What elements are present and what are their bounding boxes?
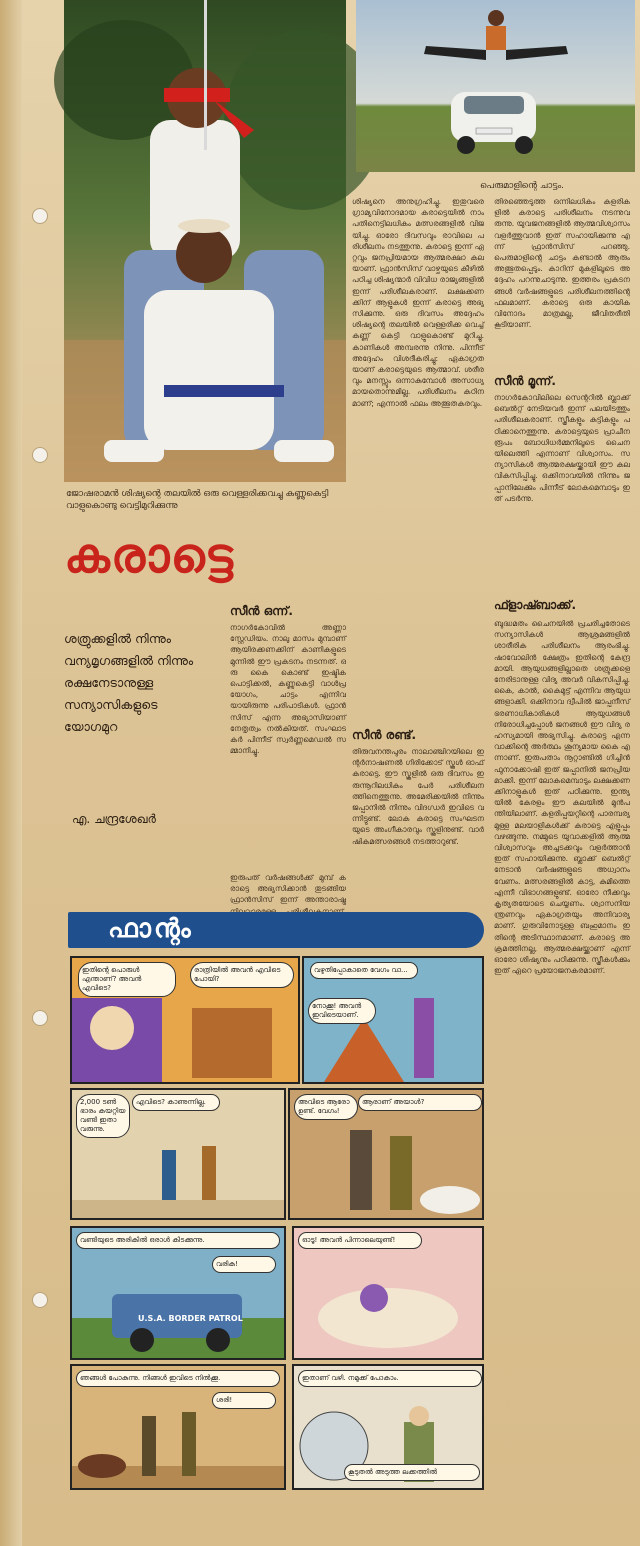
section-heading: സീൻ മൂന്ന്.: [494, 374, 556, 388]
jeep-label: U.S.A. BORDER PATROL: [138, 1314, 243, 1323]
punch-hole: [32, 208, 48, 224]
speech-bubble: എവിടെ? കാണുന്നില്ല.: [132, 1094, 220, 1111]
photo1-caption: ജോഷരാമൻ ശിഷ്യന്റെ തലയിൽ ഒരു വെള്ളരിക്കവച്ചു കണ്ണുകെട്ടി വാളുകൊണ്ടു വെട്ടിമുറിക്കുന്നു: [66, 489, 329, 511]
karate-sword-photo: [64, 0, 346, 482]
speech-bubble: 2,000 ടൺ ഭാരം കയറ്റിയ വണ്ടി ഇതാ വരുന്നു.: [76, 1094, 130, 1138]
section-heading: സീൻ രണ്ട്.: [352, 728, 417, 742]
speech-bubble: ഞങ്ങൾ പോകുന്നു. നിങ്ങൾ ഇവിടെ നിൽക്കൂ.: [76, 1370, 280, 1387]
photo2-caption: പെരുമാളിന്റെ ചാട്ടം.: [480, 181, 565, 191]
article-subtitle: [64, 628, 214, 738]
comic-panel: [292, 1364, 484, 1490]
comic-panel: [302, 956, 484, 1084]
article-title: കരാട്ടെ: [64, 528, 234, 584]
speech-bubble: ഓടൂ! അവൻ പിന്നാലെയുണ്ട്!: [298, 1232, 422, 1249]
comic-caption: കൂടുതൽ അടുത്ത ലക്കത്തിൽ: [344, 1464, 480, 1481]
paper-edge: [0, 0, 22, 1546]
section-heading: സീൻ ഒന്ന്.: [230, 604, 293, 618]
speech-bubble: ശരി!: [212, 1392, 276, 1409]
punch-hole: [32, 1010, 48, 1026]
comic-title: ഫാന്റം: [108, 914, 194, 944]
karate-jump-photo: [356, 0, 635, 172]
comic-panel: [288, 1088, 484, 1220]
article-column: തിരുവനന്തപുരം നാലാഞ്ചിറയിലെ ഇന്റർനാഷണൽ ഗിരിക്കോട് സ്കൂൾ ഓഫ് കരാട്ടെ. ഈ സ്കൂളിൽ ഒരു ദിവസം ഇരുന്നൂറിലധികം പേർ പരിശീലനത്തിനെത്തുന്നു. അമേരിക്കയിൽ നിന്നും ജപ്പാനിൽ നിന്നും വിദഗ്ധർ ഇവിടെ വന്നിട്ടുണ്ട്. ലോക കരാട്ടെ സംഘടനയുടെ അംഗീകാരവും സ്കൂളിനുണ്ട്. വാർഷികമത്സരങ്ങൾ നടത്താറുണ്ട്.: [352, 747, 484, 846]
comic-panel: [70, 1226, 286, 1360]
article-author: എ. ചന്ദ്രശേഖർ: [72, 812, 156, 826]
speech-bubble: അവിടെ ആരോ ഉണ്ട്. വേഗം!: [294, 1094, 358, 1120]
subtitle-line: യോഗമുറ: [64, 719, 118, 734]
subtitle-line: സന്യാസികളുടെ: [64, 697, 158, 712]
subtitle-line: രക്ഷനേടാനുള്ള: [64, 675, 154, 690]
comic-panel: [70, 956, 300, 1084]
comic-panel: [292, 1226, 484, 1360]
speech-bubble: ഇതിന്റെ പൊരുൾ എന്താണ്? അവൻ എവിടെ?: [78, 962, 176, 997]
article-column: നാഗർകോവിൽ അണ്ണാ സ്റ്റേഡിയം. നാലു മാസം മുമ്പാണ് ആയിരക്കണക്കിന് കാണികളുടെ മുന്നിൽ ഈ പ്രകടനം നടന്നത്. ഒരു കൈ കൊണ്ട് ഇഷ്ടിക പൊട്ടിക്കൽ, കണ്ണുകെട്ടി വാൾപ്രയോഗം, ചാട്ടം എന്നിവയായിരുന്നു പരിപാടികൾ. ഫ്രാൻസിസ് എന്ന അഭ്യാസിയാണ് നേതൃത്വം നൽകിയത്. സംഘാടകർ പിന്നീട് സ്വർണ്ണമെഡൽ സമ്മാനിച്ചു.: [230, 623, 346, 756]
article-column: ശിഷ്യനെ അനുഗ്രഹിച്ചു. ഇതുവരെ ഗ്രാമ്യവിനോദമായ കരാട്ടെയിൽ നാം പതിനെട്ടിലധികം മത്സരങ്ങളിൽ വിജയിച്ചു. ഓരോ ദിവസവും രാവിലെ പരിശീലനം നടത്തുന്നു. കരാട്ടെ ഇന്ന് ഏറ്റവും ജനപ്രിയമായ ആത്മരക്ഷാ കലയാണ്. ഫ്രാൻസിസ് വാഴ്ചയുടെ കീഴിൽ പഠിച്ച ശിഷ്യന്മാർ വിവിധ രാജ്യങ്ങളിൽ ഇന്ന് പരിശീലകരാണ്. ലക്ഷക്കണക്കിന് ആളുകൾ ഇന്ന് കരാട്ടെ അഭ്യസിക്കുന്നു. ഒരു ദിവസം അദ്ദേഹം ശിഷ്യന്റെ തലയിൽ വെള്ളരിക്ക വെച്ച് കണ്ണ് കെട്ടി വാളുകൊണ്ട് മുറിച്ചു. കാണികൾ അമ്പരന്നു നിന്നു. പിന്നീട് അദ്ദേഹം വിശദീകരിച്ചു: ഏകാഗ്രതയാണ് കരാട്ടെയുടെ ആത്മാവ്. ശരീരവും മനസ്സും ഒന്നാകുമ്പോൾ അസാധ്യമായതൊന്നുമില്ല. പരിശീലനം കഠിനമാണ്; എന്നാൽ ഫലം അത്ഭുതകരവും.: [352, 197, 484, 408]
punch-hole: [32, 447, 48, 463]
section-heading: ഫ്ളാഷ്ബാക്ക്.: [494, 598, 577, 612]
speech-bubble: രാത്രിയിൽ അവൻ എവിടെ പോയി?: [190, 962, 294, 988]
article-column: നാഗർകോവിലിലെ സെന്ററിൽ ബ്ലാക്ക് ബെൽറ്റ് നേടിയവർ ഇന്ന് പലയിടത്തും പരിശീലകരാണ്. സ്ത്രീകളും കുട്ടികളും പഠിക്കാനെത്തുന്നു. കരാട്ടെയുടെ പ്രാചീനരൂപം ബോധിധർമ്മനിലൂടെ ചൈനയിലെത്തി എന്നാണ് വിശ്വാസം. സന്യാസികൾ ആത്മരക്ഷയ്ക്കായി ഈ കല വികസിപ്പിച്ചു. ഒക്കിനാവയിൽ നിന്നും ജപ്പാനിലേക്കും പിന്നീട് ലോകമെമ്പാടും ഇത് പടർന്നു.: [494, 393, 630, 503]
punch-hole: [32, 1292, 48, 1308]
article-column: തിരഞ്ഞെടുത്ത ഒന്നിലധികം കളരികളിൽ കരാട്ടെ പരിശീലനം നടന്നുവരുന്നു. യുവജനങ്ങളിൽ ആത്മവിശ്വാസം വളർത്തുവാൻ ഇത് സഹായിക്കുന്നു എന്ന് ഫ്രാൻസിസ് പറഞ്ഞു. പെരുമാളിന്റെ ചാട്ടം കണ്ടാൽ ആരും അത്ഭുതപ്പെടും. കാറിന് മുകളിലൂടെ അദ്ദേഹം പറന്നുചാടുന്നു. ഇത്തരം പ്രകടനങ്ങൾ വർഷങ്ങളുടെ പരിശീലനത്തിന്റെ ഫലമാണ്. കരാട്ടെ ഒരു കായിക വിനോദം മാത്രമല്ല, ജീവിതരീതി കൂടിയാണ്.: [494, 197, 630, 330]
speech-bubble: വണ്ടിയുടെ അരികിൽ ഒരാൾ കിടക്കുന്നു.: [76, 1232, 280, 1249]
article-column: ഇരുപത് വർഷങ്ങൾക്ക് മുമ്പ് കരാട്ടെ അഭ്യസിക്കാൻ തുടങ്ങിയ ഫ്രാൻസിസ് ഇന്ന് അന്താരാഷ്ട്ര: [230, 873, 346, 905]
comic-panel: [70, 1088, 286, 1220]
subtitle-line: ശത്രുക്കളിൽ നിന്നും: [64, 631, 172, 646]
speech-bubble: ആരാണ് അയാൾ?: [358, 1094, 482, 1111]
speech-bubble: വഴുതിപ്പോകാതെ വേഗം വാ...: [310, 962, 418, 979]
speech-bubble: ഇതാണ് വഴി. നമുക്ക് പോകാം.: [298, 1370, 482, 1387]
speech-bubble: വരിക!: [212, 1256, 276, 1273]
comic-title-banner: [68, 912, 484, 948]
comic-panel: [70, 1364, 286, 1490]
article-column: ബുദ്ധമതം ചൈനയിൽ പ്രചരിച്ചതോടെ സന്യാസികൾ ആശ്രമങ്ങളിൽ ശാരീരിക പരിശീലനം ആരംഭിച്ചു. ഷാവോലിൻ ക്ഷേത്രം ഇതിന്റെ കേന്ദ്രമായി. ആയുധങ്ങളില്ലാതെ ശത്രുക്കളെ നേരിടാനുള്ള വിദ്യ അവർ വികസിപ്പിച്ചു. കൈ, കാൽ, കൈമുട്ട് എന്നിവ ആയുധങ്ങളാക്കി. ഒക്കിനാവ ദ്വീപിൽ ജാപ്പനീസ് ഭരണാധികാരികൾ ആയുധങ്ങൾ നിരോധിച്ചപ്പോൾ ജനങ്ങൾ ഈ വിദ്യ രഹസ്യമായി അഭ്യസിച്ചു. കരാട്ടെ എന്ന വാക്കിന്റെ അർത്ഥം ശൂന്യമായ കൈ എന്നാണ്. ഇരുപതാം നൂറ്റാണ്ടിൽ ഗിച്ചിൻ ഫുനാക്കോഷി ഇത് ജപ്പാനിൽ ജനപ്രിയമാക്കി. ഇന്ന് ലോകമെമ്പാടും ലക്ഷക്കണക്കിനാളുകൾ ഇത് പഠിക്കുന്നു. ഇന്ത്യയിൽ കേരളം ഈ കലയിൽ മുൻപന്തിയിലാണ്. കളരിപ്പയറ്റിന്റെ പാരമ്പര്യമുള്ള മലയാളികൾക്ക് കരാട്ടെ എളുപ്പം വഴങ്ങുന്നു. നമ്മുടെ യുവാക്കളിൽ ആത്മവിശ്വാസവും അച്ചടക്കവും വളർത്താൻ ഇത് സഹായിക്കുന്നു. ബ്ലാക്ക് ബെൽറ്റ് നേടാൻ വർഷങ്ങളുടെ അധ്വാനം വേണം. മത്സരങ്ങളിൽ കാട്ട, കുമിത്തെ എന്നീ വിഭാഗങ്ങളുണ്ട്. ഓരോ നീക്കവും കൃത്യതയോടെ ചെയ്യണം. ശ്വാസനിയന്ത്രണവും ഏകാഗ്രതയും അനിവാര്യമാണ്. ഗുരുവിനോടുള്ള ബഹുമാനം ഇതിന്റെ അടിസ്ഥാനമാണ്. കരാട്ടെ അക്രമത്തിനല്ല, ആത്മരക്ഷയ്ക്കാണ് എന്ന് ഓരോ ശിഷ്യനും പഠിക്കുന്നു. സ്ത്രീകൾക്കും ഇത് ഏറെ പ്രയോജനകരമാണ്.: [494, 619, 630, 976]
speech-bubble: നോക്കൂ! അവൻ ഇവിടെയാണ്.: [308, 998, 376, 1024]
subtitle-line: വന്യമൃഗങ്ങളിൽ നിന്നും: [64, 653, 194, 668]
